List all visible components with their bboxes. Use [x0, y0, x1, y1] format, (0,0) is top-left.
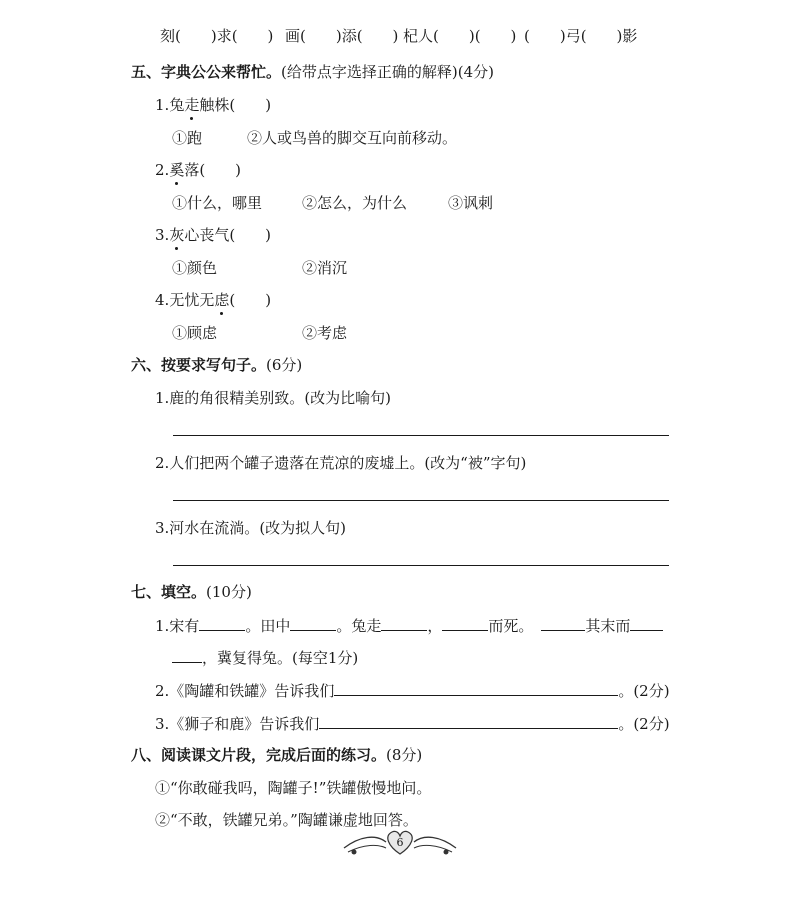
sec6-q1: [155, 388, 391, 408]
sec6-title: 六、按要求写句子。: [131, 356, 267, 374]
fill-text-4: ，: [427, 617, 443, 635]
fill-blank-1[interactable]: [199, 615, 245, 631]
sec5-q3: [155, 225, 271, 245]
q3-dotted-char: 灰: [169, 226, 185, 244]
sec6-q2: [155, 453, 526, 473]
q3-opt2: ②消沉: [302, 259, 348, 277]
q1-post: 触株( ): [199, 96, 272, 114]
fill-blank-3[interactable]: [381, 615, 427, 631]
q4-opt1: ①顾虑: [172, 324, 218, 342]
top-item-2: 画( )添( ): [285, 27, 399, 45]
q4-num: 4.: [155, 291, 170, 309]
sec7-q2-score: 。(2分): [618, 682, 670, 700]
top-item-3: 杞人( )( ): [403, 27, 517, 45]
answer-line-2[interactable]: [173, 500, 669, 501]
sec6-q2-text: 2.人们把两个罐子遗落在荒凉的废墟上。: [155, 454, 425, 472]
sec5-note: (给带点字选择正确的解释)(4分): [281, 63, 494, 81]
q2-opt1: ①什么，哪里: [172, 194, 263, 212]
sec5-title: 五、字典公公来帮忙。: [131, 63, 282, 81]
sec6-q3: [155, 518, 346, 538]
top-item-4: ( )弓( )影: [524, 27, 638, 45]
sec7-q3: [155, 713, 670, 734]
fill-text-6: 其末而: [585, 617, 631, 635]
q1-dotted-char: 走: [184, 96, 200, 114]
sec5-q1: [155, 95, 271, 115]
q4-post: ( ): [229, 291, 272, 309]
sec6-q2-note: (改为“被”字句): [424, 454, 527, 472]
sec6-note: (6分): [266, 356, 303, 374]
fill-blank-6[interactable]: [630, 615, 663, 631]
q3-num: 3.: [155, 226, 170, 244]
answer-line-3[interactable]: [173, 565, 669, 566]
fill-blank-7[interactable]: [172, 647, 202, 663]
sec6-q1-text: 1.鹿的角很精美别致。: [155, 389, 305, 407]
q2-dotted-char: 奚: [169, 161, 185, 179]
q1-pre: 兔: [169, 96, 185, 114]
fill-note: (每空1分): [292, 649, 359, 667]
sec8-heading: [131, 745, 422, 765]
sec7-q1-line2: [172, 647, 358, 668]
q4-dotted-char: 虑: [214, 291, 230, 309]
q1-num: 1.: [155, 96, 170, 114]
fill-text-7: ，冀复得兔。: [202, 649, 293, 667]
sec7-q3-score: 。(2分): [618, 715, 670, 733]
top-item-1: 刻( )求( ): [160, 27, 274, 45]
page-number: 6: [396, 836, 404, 849]
fill-text-2: 。田中: [245, 617, 291, 635]
fill-text-1: 1.宋有: [155, 617, 200, 635]
fill-text-3: 。兔走: [336, 617, 382, 635]
q1-opt1: ①跑: [172, 129, 203, 147]
sec6-q3-text: 3.河水在流淌。: [155, 519, 260, 537]
fill-blank-2[interactable]: [290, 615, 336, 631]
sec7-q2-text: 2.《陶罐和铁罐》告诉我们: [155, 682, 335, 700]
passage-line-2: ②“不敢，铁罐兄弟。”陶罐谦虚地回答。: [155, 811, 418, 829]
q2-post: 落( ): [184, 161, 242, 179]
q2-num: 2.: [155, 161, 170, 179]
q4-pre: 无忧无: [169, 291, 215, 309]
answer-line-1[interactable]: [173, 435, 669, 436]
q2-opt3: ③讽刺: [448, 194, 494, 212]
sec7-q3-text: 3.《狮子和鹿》告诉我们: [155, 715, 320, 733]
sec7-title: 七、填空。: [131, 583, 207, 601]
sec5-q2: [155, 160, 241, 180]
sec7-q1-line1: [155, 615, 663, 636]
q1-opt2: ②人或鸟兽的脚交互向前移动。: [247, 129, 458, 147]
sec5-heading: [131, 62, 494, 82]
passage-line-1: ①“你敢碰我吗，陶罐子!”铁罐傲慢地问。: [155, 779, 432, 797]
q3-opt1: ①颜色: [172, 259, 218, 277]
fill-blank-8[interactable]: [334, 680, 618, 696]
fill-blank-4[interactable]: [442, 615, 488, 631]
sec5-q4: [155, 290, 271, 310]
sec7-note: (10分): [206, 583, 252, 601]
fill-blank-9[interactable]: [319, 713, 618, 729]
fill-text-5: 而死。: [488, 617, 534, 635]
sec6-heading: [131, 355, 302, 375]
sec6-q1-note: (改为比喻句): [304, 389, 392, 407]
fill-blank-5[interactable]: [541, 615, 585, 631]
q3-post: 心丧气( ): [184, 226, 272, 244]
sec7-heading: [131, 582, 252, 602]
sec7-q2: [155, 680, 670, 701]
page-ornament-icon: [340, 822, 460, 860]
q4-opt2: ②考虑: [302, 324, 348, 342]
sec6-q3-note: (改为拟人句): [259, 519, 347, 537]
sec8-title: 八、阅读课文片段，完成后面的练习。: [131, 746, 387, 764]
sec8-note: (8分): [386, 746, 423, 764]
q2-opt2: ②怎么，为什么: [302, 194, 408, 212]
